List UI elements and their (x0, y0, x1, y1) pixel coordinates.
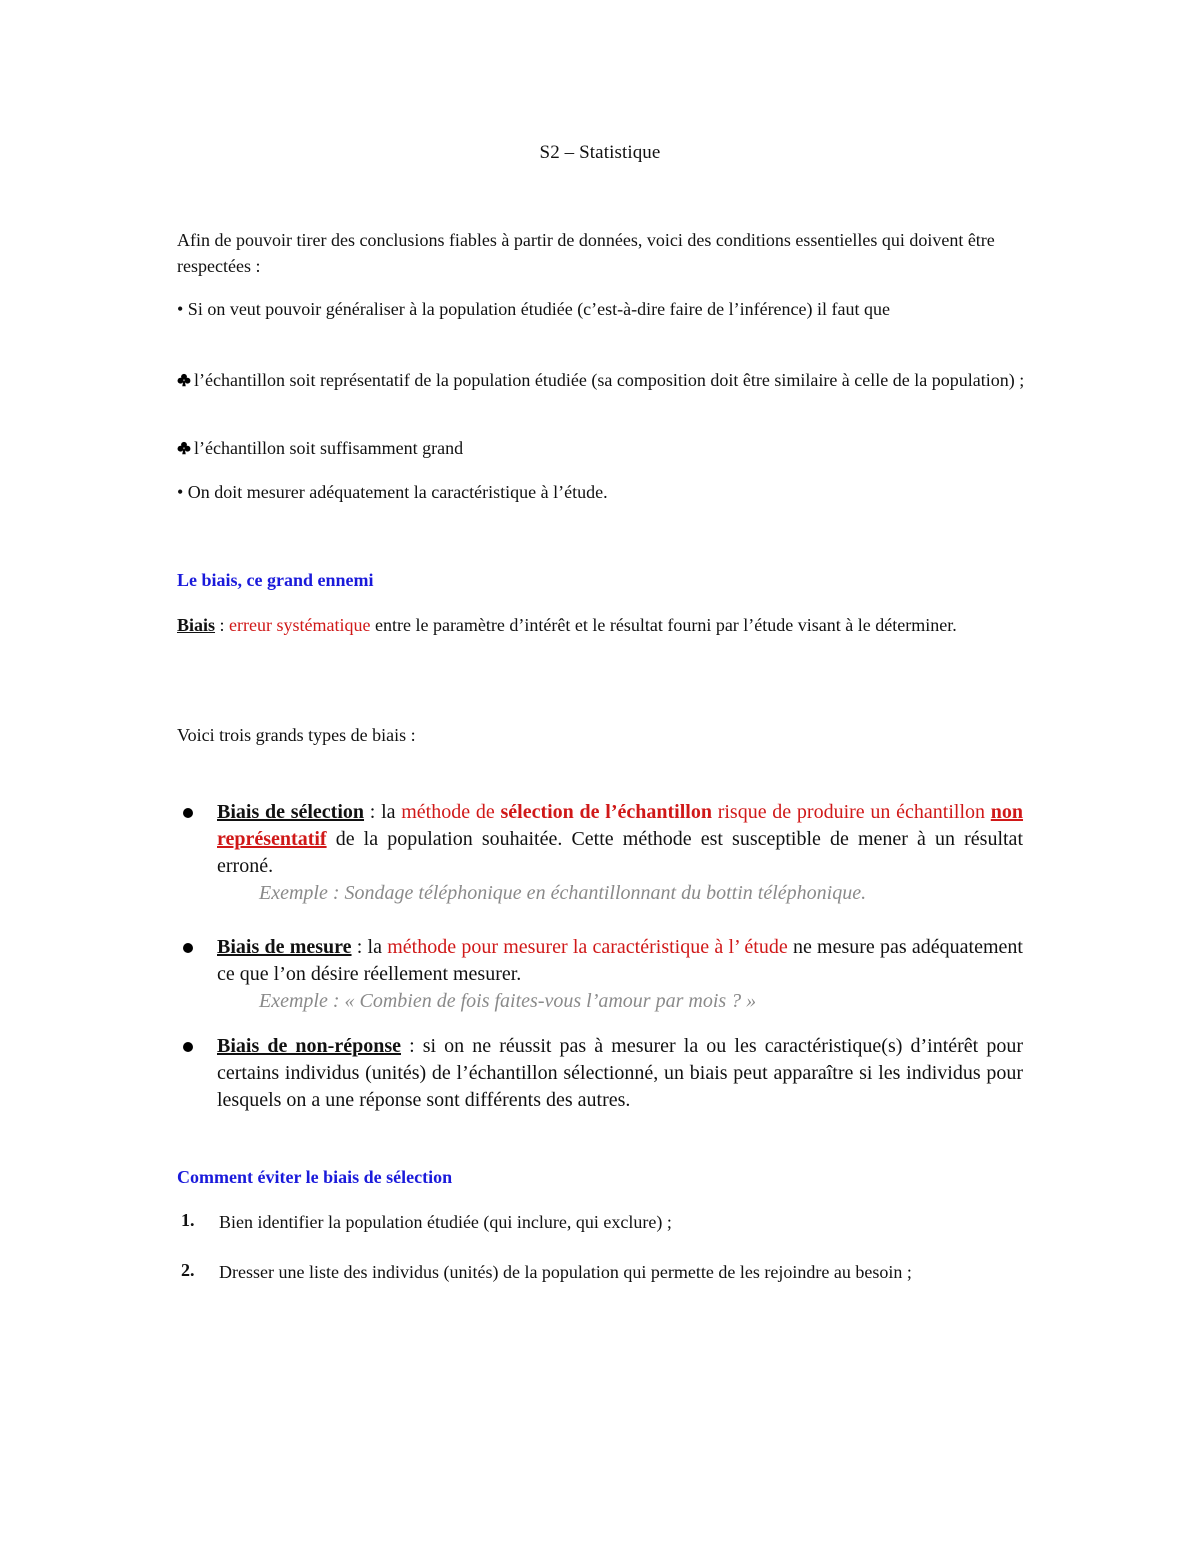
definition-separator: : (215, 615, 230, 635)
bias-emphasis: risque de produire un échantillon (711, 801, 991, 823)
bias-emphasis-underlined: non représentatif (217, 801, 1024, 850)
bias-description: ne mesure pas adéquatement ce que l’on désire réellement mesurer. (217, 936, 1023, 985)
bias-description: de la population souhaitée. Cette méthode est susceptible de mener à un résultat erroné. (217, 828, 1023, 877)
bias-type-measure (217, 934, 1023, 1015)
bias-emphasis: méthode pour mesurer la caractéristique à l’ étude (387, 936, 788, 958)
definition-emphasis: erreur systématique (229, 615, 371, 635)
intro-condition-1a (177, 367, 1027, 393)
section-heading-bias: Le biais, ce grand ennemi (177, 570, 374, 590)
bias-example: Exemple : Sondage téléphonique en échantillonnant du bottin téléphonique. (259, 882, 867, 904)
bias-emphasis-bold: sélection de l’échantillon (500, 801, 712, 823)
condition-1b-text: l’échantillon soit suffisamment grand (194, 438, 464, 458)
club-icon (177, 373, 191, 387)
list-number: 1. (181, 1210, 195, 1230)
bullet-dot (183, 943, 193, 953)
bias-type-selection (217, 799, 1023, 907)
intro-paragraph: Afin de pouvoir tirer des conclusions fiables à partir de données, voici des conditions essentielles qui doivent être respectées : (177, 230, 995, 276)
bias-term: Biais de sélection (217, 801, 365, 823)
list-item: Dresser une liste des individus (unités) de la population qui permette de les rejoindre au besoin ; (219, 1262, 912, 1282)
definition-rest: entre le paramètre d’intérêt et le résultat fourni par l’étude visant à le déterminer. (370, 615, 957, 635)
bias-type-nonresponse (217, 1033, 1023, 1114)
intro-condition-2: • On doit mesurer adéquatement la caractéristique à l’étude. (177, 482, 608, 502)
bias-separator: : la (364, 801, 402, 823)
bias-types-intro: Voici trois grands types de biais : (177, 725, 416, 745)
bullet-dot (183, 1042, 193, 1052)
bias-description: : si on ne réussit pas à mesurer la ou les caractéristique(s) d’intérêt pour certains individus (unités) de l’échantillon sélectionné, un biais peut apparaître si les individus pour lesquels on a une réponse sont différents des autres. (217, 1035, 1023, 1111)
condition-1a-text: l’échantillon soit représentatif de la population étudiée (sa composition doit être similaire à celle de la population) ; (194, 370, 1025, 390)
bullet-dot (183, 808, 193, 818)
list-number: 2. (181, 1260, 195, 1280)
bias-term: Biais de mesure (217, 936, 352, 958)
section-heading-avoid-selection-bias: Comment éviter le biais de sélection (177, 1167, 453, 1187)
definition-term: Biais (177, 615, 216, 635)
bias-definition (177, 612, 1027, 638)
club-icon (177, 441, 191, 455)
list-item: Bien identifier la population étudiée (qui inclure, qui exclure) ; (219, 1212, 672, 1232)
bias-emphasis: méthode de (401, 801, 501, 823)
bias-example: Exemple : « Combien de fois faites-vous l’amour par mois ? » (259, 990, 757, 1012)
bias-separator: : la (351, 936, 388, 958)
bias-term: Biais de non-réponse (217, 1035, 401, 1057)
intro-condition-1: • Si on veut pouvoir généraliser à la population étudiée (c’est-à-dire faire de l’inférence) il faut que (177, 299, 890, 319)
page-title: S2 – Statistique (539, 142, 661, 163)
intro-condition-1b (177, 435, 1027, 461)
